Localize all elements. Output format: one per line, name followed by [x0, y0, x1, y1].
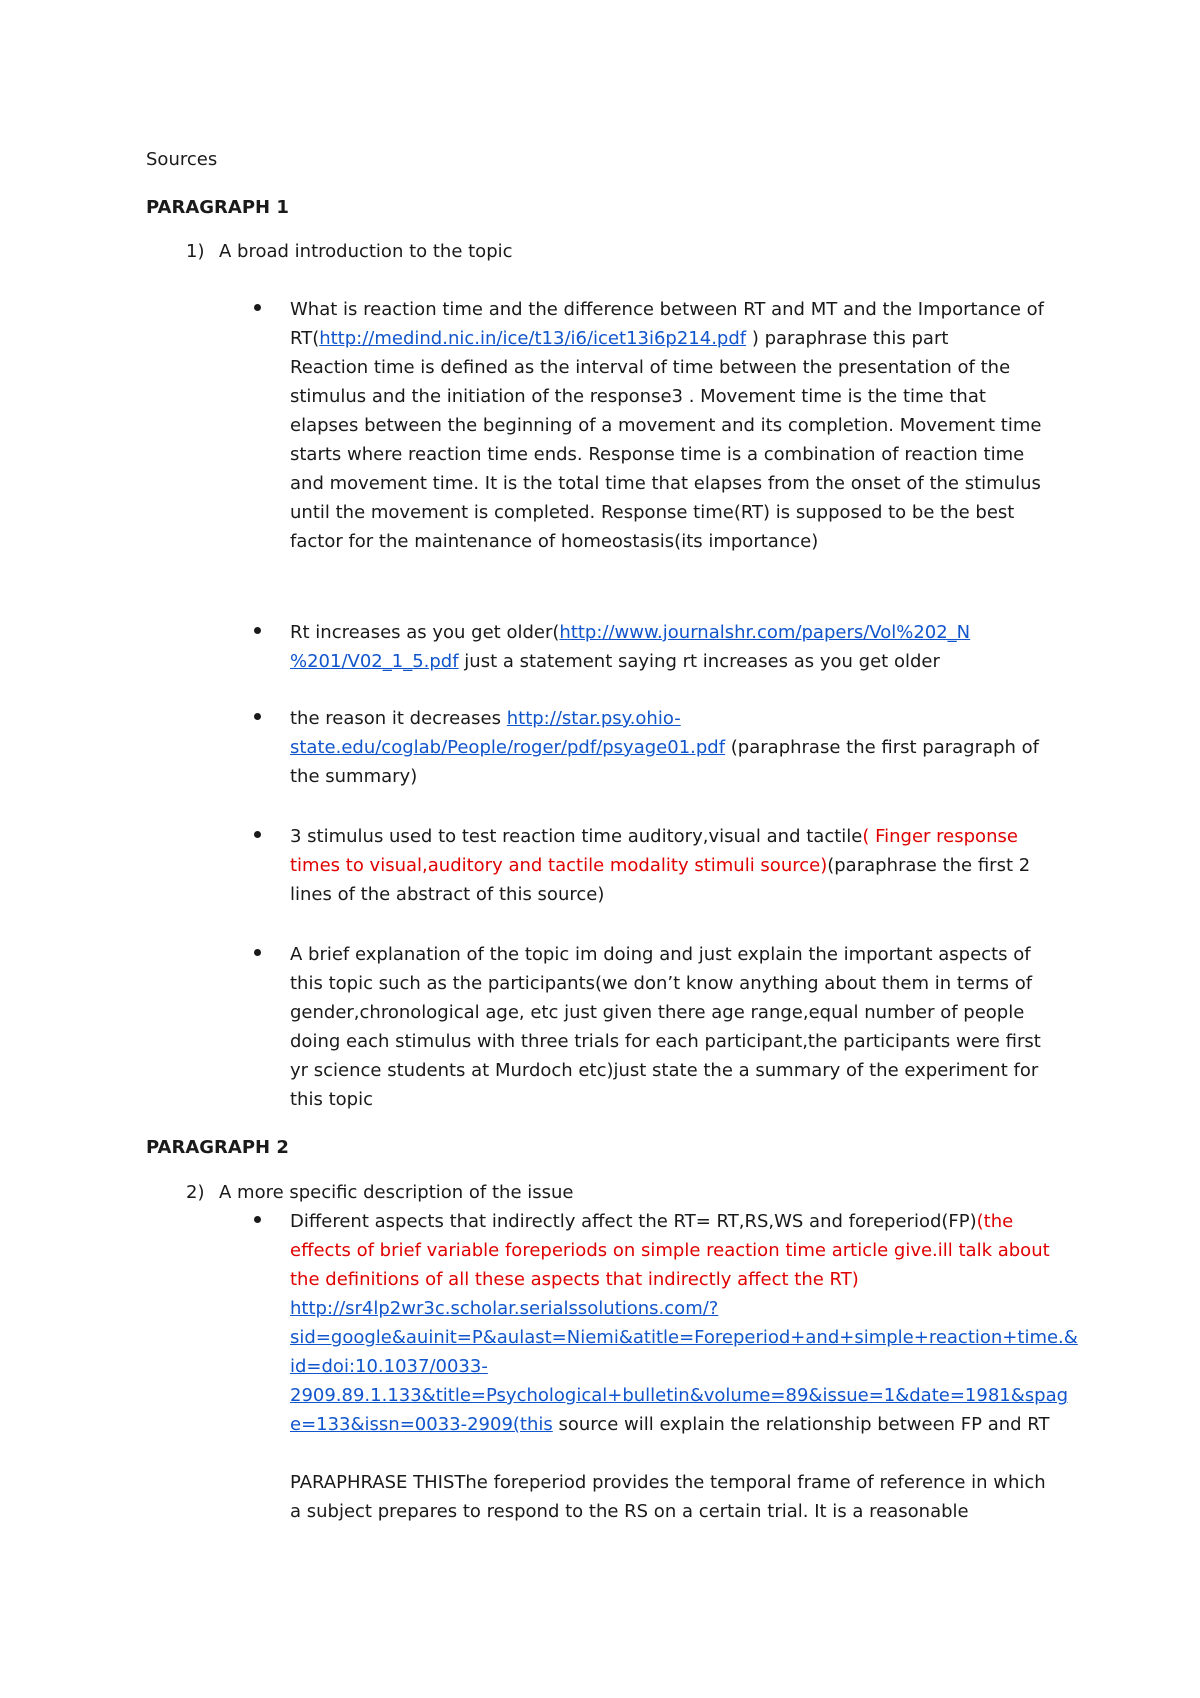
p1-b3-line-1	[290, 704, 681, 733]
red-note: times to visual,auditory and tactile modality stimuli source)	[290, 855, 828, 876]
p1-b5-line-2: this topic such as the participants(we don’t know anything about them in terms of	[290, 973, 1033, 994]
source-link-serialssolutions-cont[interactable]: 2909.89.1.133&title=Psychological+bulletin&volume=89&issue=1&date=1981&spag	[290, 1385, 1069, 1406]
p1-b1-line-2	[290, 324, 948, 353]
p1-b2-line-1	[290, 618, 970, 647]
source-link-serialssolutions[interactable]: http://sr4lp2wr3c.scholar.serialssolutions.com/?	[290, 1298, 719, 1319]
source-link-ohio-state[interactable]: http://star.psy.ohio-	[506, 708, 681, 729]
p2-b1-line-1	[290, 1207, 1013, 1236]
p2-b1-line-3: the definitions of all these aspects that indirectly affect the RT)	[290, 1269, 859, 1290]
p2-b1-line-9: PARAPHRASE THISThe foreperiod provides the temporal frame of reference in which	[290, 1472, 1046, 1493]
p1-b4-line-2	[290, 851, 1030, 880]
p1-b1-line-9: factor for the maintenance of homeostasis(its importance)	[290, 531, 819, 552]
p1-b1-line-6: starts where reaction time ends. Response time is a combination of reaction time	[290, 444, 1025, 465]
source-link-serialssolutions-cont[interactable]: e=133&issn=0033-2909(this	[290, 1414, 553, 1435]
item-number-2: 2)	[186, 1182, 205, 1203]
p1-b1-line-7: and movement time. It is the total time that elapses from the onset of the stimulus	[290, 473, 1041, 494]
p1-b5-line-4: doing each stimulus with three trials for each participant,the participants were first	[290, 1031, 1041, 1052]
source-link-serialssolutions-cont[interactable]: id=doi:10.1037/0033-	[290, 1356, 488, 1377]
p2-b1-line-8	[290, 1410, 1050, 1439]
source-link-ohio-state-cont[interactable]: state.edu/coglab/People/roger/pdf/psyage01.pdf	[290, 737, 726, 758]
source-link-journalshr[interactable]: http://www.journalshr.com/papers/Vol%202_N	[559, 622, 971, 643]
bullet-icon	[254, 949, 261, 956]
paragraph-1-title: PARAGRAPH 1	[146, 197, 289, 218]
source-link-serialssolutions-cont[interactable]: sid=google&auinit=P&aulast=Niemi&atitle=Foreperiod+and+simple+reaction+time.&	[290, 1327, 1078, 1348]
text: Different aspects that indirectly affect the RT= RT,RS,WS and foreperiod(FP)	[290, 1211, 977, 1232]
bullet-icon	[254, 713, 261, 720]
red-note: ( Finger response	[862, 826, 1018, 847]
p2-b1-line-10: a subject prepares to respond to the RS on a certain trial. It is a reasonable	[290, 1501, 969, 1522]
text: ) paraphrase this part	[746, 328, 949, 349]
text: 3 stimulus used to test reaction time auditory,visual and tactile	[290, 826, 863, 847]
p1-b4-line-3: lines of the abstract of this source)	[290, 884, 605, 905]
bullet-icon	[254, 1216, 261, 1223]
p1-b3-line-3: the summary)	[290, 766, 418, 787]
p1-b1-line-5: elapses between the beginning of a movement and its completion. Movement time	[290, 415, 1042, 436]
text: the reason it decreases	[290, 708, 507, 729]
source-link-journalshr-cont[interactable]: %201/V02_1_5.pdf	[290, 651, 459, 672]
p1-b3-line-2	[290, 733, 1039, 762]
p1-b5-line-3: gender,chronological age, etc just given there age range,equal number of people	[290, 1002, 1025, 1023]
item-number-1: 1)	[186, 241, 205, 262]
p1-b5-line-5: yr science students at Murdoch etc)just state the a summary of the experiment for	[290, 1060, 1039, 1081]
p1-b2-line-2	[290, 647, 940, 676]
red-note: (the	[976, 1211, 1014, 1232]
text: RT(	[290, 328, 320, 349]
p1-b1-line-8: until the movement is completed. Response time(RT) is supposed to be the best	[290, 502, 1015, 523]
text: just a statement saying rt increases as you get older	[458, 651, 940, 672]
text: source will explain the relationship between FP and RT	[552, 1414, 1050, 1435]
bullet-icon	[254, 831, 261, 838]
p1-b4-line-1	[290, 822, 1018, 851]
p1-b5-line-1: A brief explanation of the topic im doing and just explain the important aspects of	[290, 944, 1031, 965]
text: (paraphrase the first 2	[827, 855, 1031, 876]
item-text-2: A more specific description of the issue	[219, 1182, 574, 1203]
sources-heading: Sources	[146, 149, 218, 170]
p2-b1-line-2: effects of brief variable foreperiods on simple reaction time article give.ill talk about	[290, 1240, 1050, 1261]
text: (paraphrase the first paragraph of	[725, 737, 1039, 758]
bullet-icon	[254, 304, 261, 311]
paragraph-2-title: PARAGRAPH 2	[146, 1137, 289, 1158]
item-text-1: A broad introduction to the topic	[219, 241, 513, 262]
source-link-medind[interactable]: http://medind.nic.in/ice/t13/i6/icet13i6p214.pdf	[319, 328, 747, 349]
bullet-icon	[254, 627, 261, 634]
p1-b1-line-3: Reaction time is defined as the interval of time between the presentation of the	[290, 357, 1011, 378]
p1-b1-line-4: stimulus and the initiation of the response3 . Movement time is the time that	[290, 386, 986, 407]
text: Rt increases as you get older(	[290, 622, 560, 643]
p1-b1-line-1: What is reaction time and the difference between RT and MT and the Importance of	[290, 299, 1045, 320]
p1-b5-line-6: this topic	[290, 1089, 373, 1110]
